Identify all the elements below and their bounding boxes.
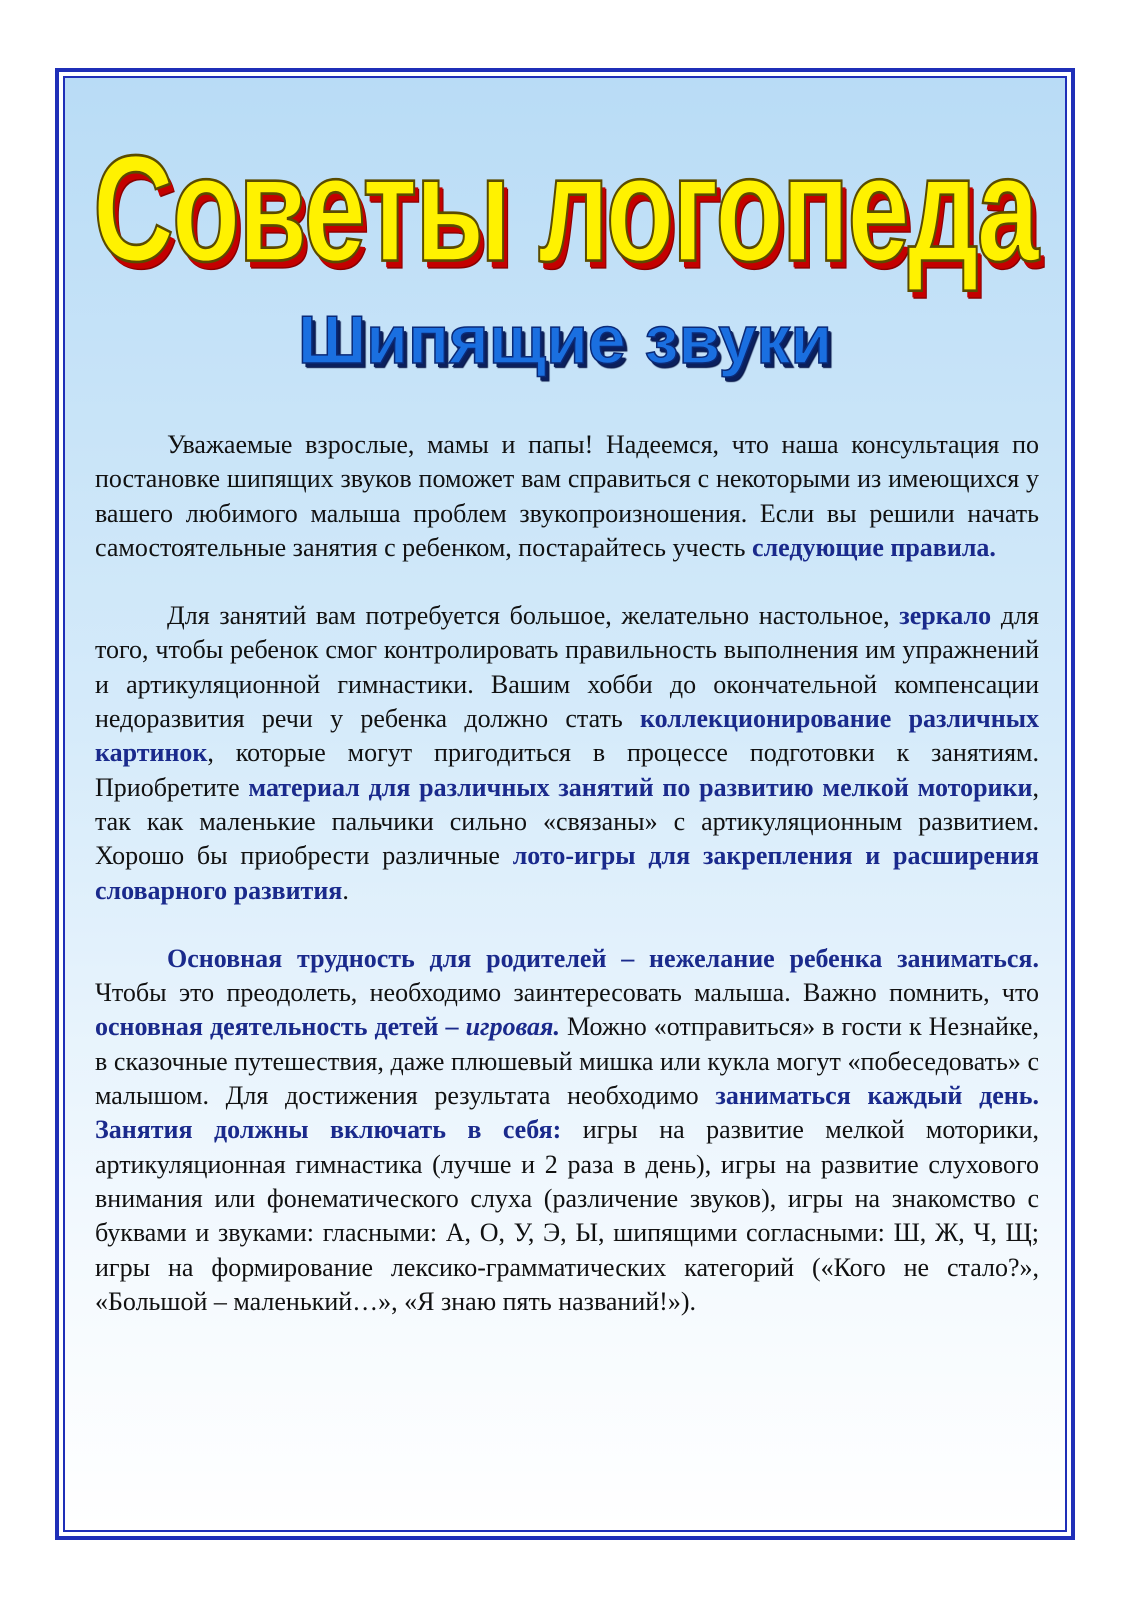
text-run: Можно «отправиться» в гости к Незнайке, в сказочные путешествия, даже плюшевый мишка или кукла могут «побеседовать» с малышом. Для достижения результата необходимо (95, 1012, 1039, 1111)
highlight-play: игровая. (465, 1012, 560, 1042)
paragraph-materials (95, 599, 1039, 908)
highlight-rules: следующие правила. (752, 532, 996, 562)
text-run: . (342, 875, 349, 905)
text-run: , так как маленькие пальчики сильно «связаны» с артикуляционным развитием. Хорошо бы приобрести различные (95, 772, 1039, 871)
page-subtitle: Шипящие звуки (297, 302, 833, 378)
page-frame (55, 68, 1075, 1540)
text-run: для того, чтобы ребенок смог контролировать правильность выполнения им упражнений и артикуляционной гимнастики. Вашим хобби до окончательной компенсации недоразвития речи у ребенка должно стать (95, 601, 1039, 734)
page-background (63, 76, 1067, 1532)
highlight-difficulty: Основная трудность для родителей – нежелание ребенка заниматься. (167, 943, 1039, 973)
highlight-mirror: зеркало (899, 601, 992, 631)
highlight-activity: основная деятельность детей – (95, 1012, 466, 1042)
text-run: Уважаемые взрослые, мамы и папы! Надеемся, что наша консультация по постановке шипящих звуков поможет вам справиться с некоторыми из имеющихся у вашего любимого малыша проблем звукопроизношения. Если вы решили начать самостоятельные занятия с ребенком, постарайтесь учесть (95, 430, 1039, 562)
text-run: Чтобы это преодолеть, необходимо заинтересовать малыша. Важно помнить, что (95, 978, 1039, 1008)
paragraph-intro (95, 428, 1039, 565)
page-title: Советы логопеда (92, 124, 1038, 293)
article-body (95, 428, 1039, 1353)
highlight-daily: заниматься каждый день. Занятия должны включать в себя: (95, 1081, 1039, 1145)
text-run: игры на развитие мелкой моторики, артикуляционная гимнастика (лучше и 2 раза в день), игры на развитие слухового внимания или фонематического слуха (различение звуков), игры на знакомство с буквами и звуками: гласными: А, О, У, Э, Ы, шипящими согласными: Ш, Ж, Ч, Щ; игры на формирование лексико-грамматических категорий («Кого не стало?», «Большой – маленький…», «Я знаю пять названий!»). (95, 1115, 1039, 1316)
text-run: Для занятий вам потребуется большое, желательно настольное, (167, 601, 900, 631)
text-run: , которые могут пригодиться в процессе подготовки к занятиям. Приобретите (95, 738, 1039, 802)
paragraph-difficulty (95, 942, 1039, 1319)
highlight-motor-material: материал для различных занятий по развитию мелкой моторики (248, 772, 1033, 802)
highlight-lotto: лото-игры для закрепления и расширения словарного развития (95, 841, 1039, 905)
highlight-collecting: коллекционирование различных картинок (95, 704, 1039, 768)
